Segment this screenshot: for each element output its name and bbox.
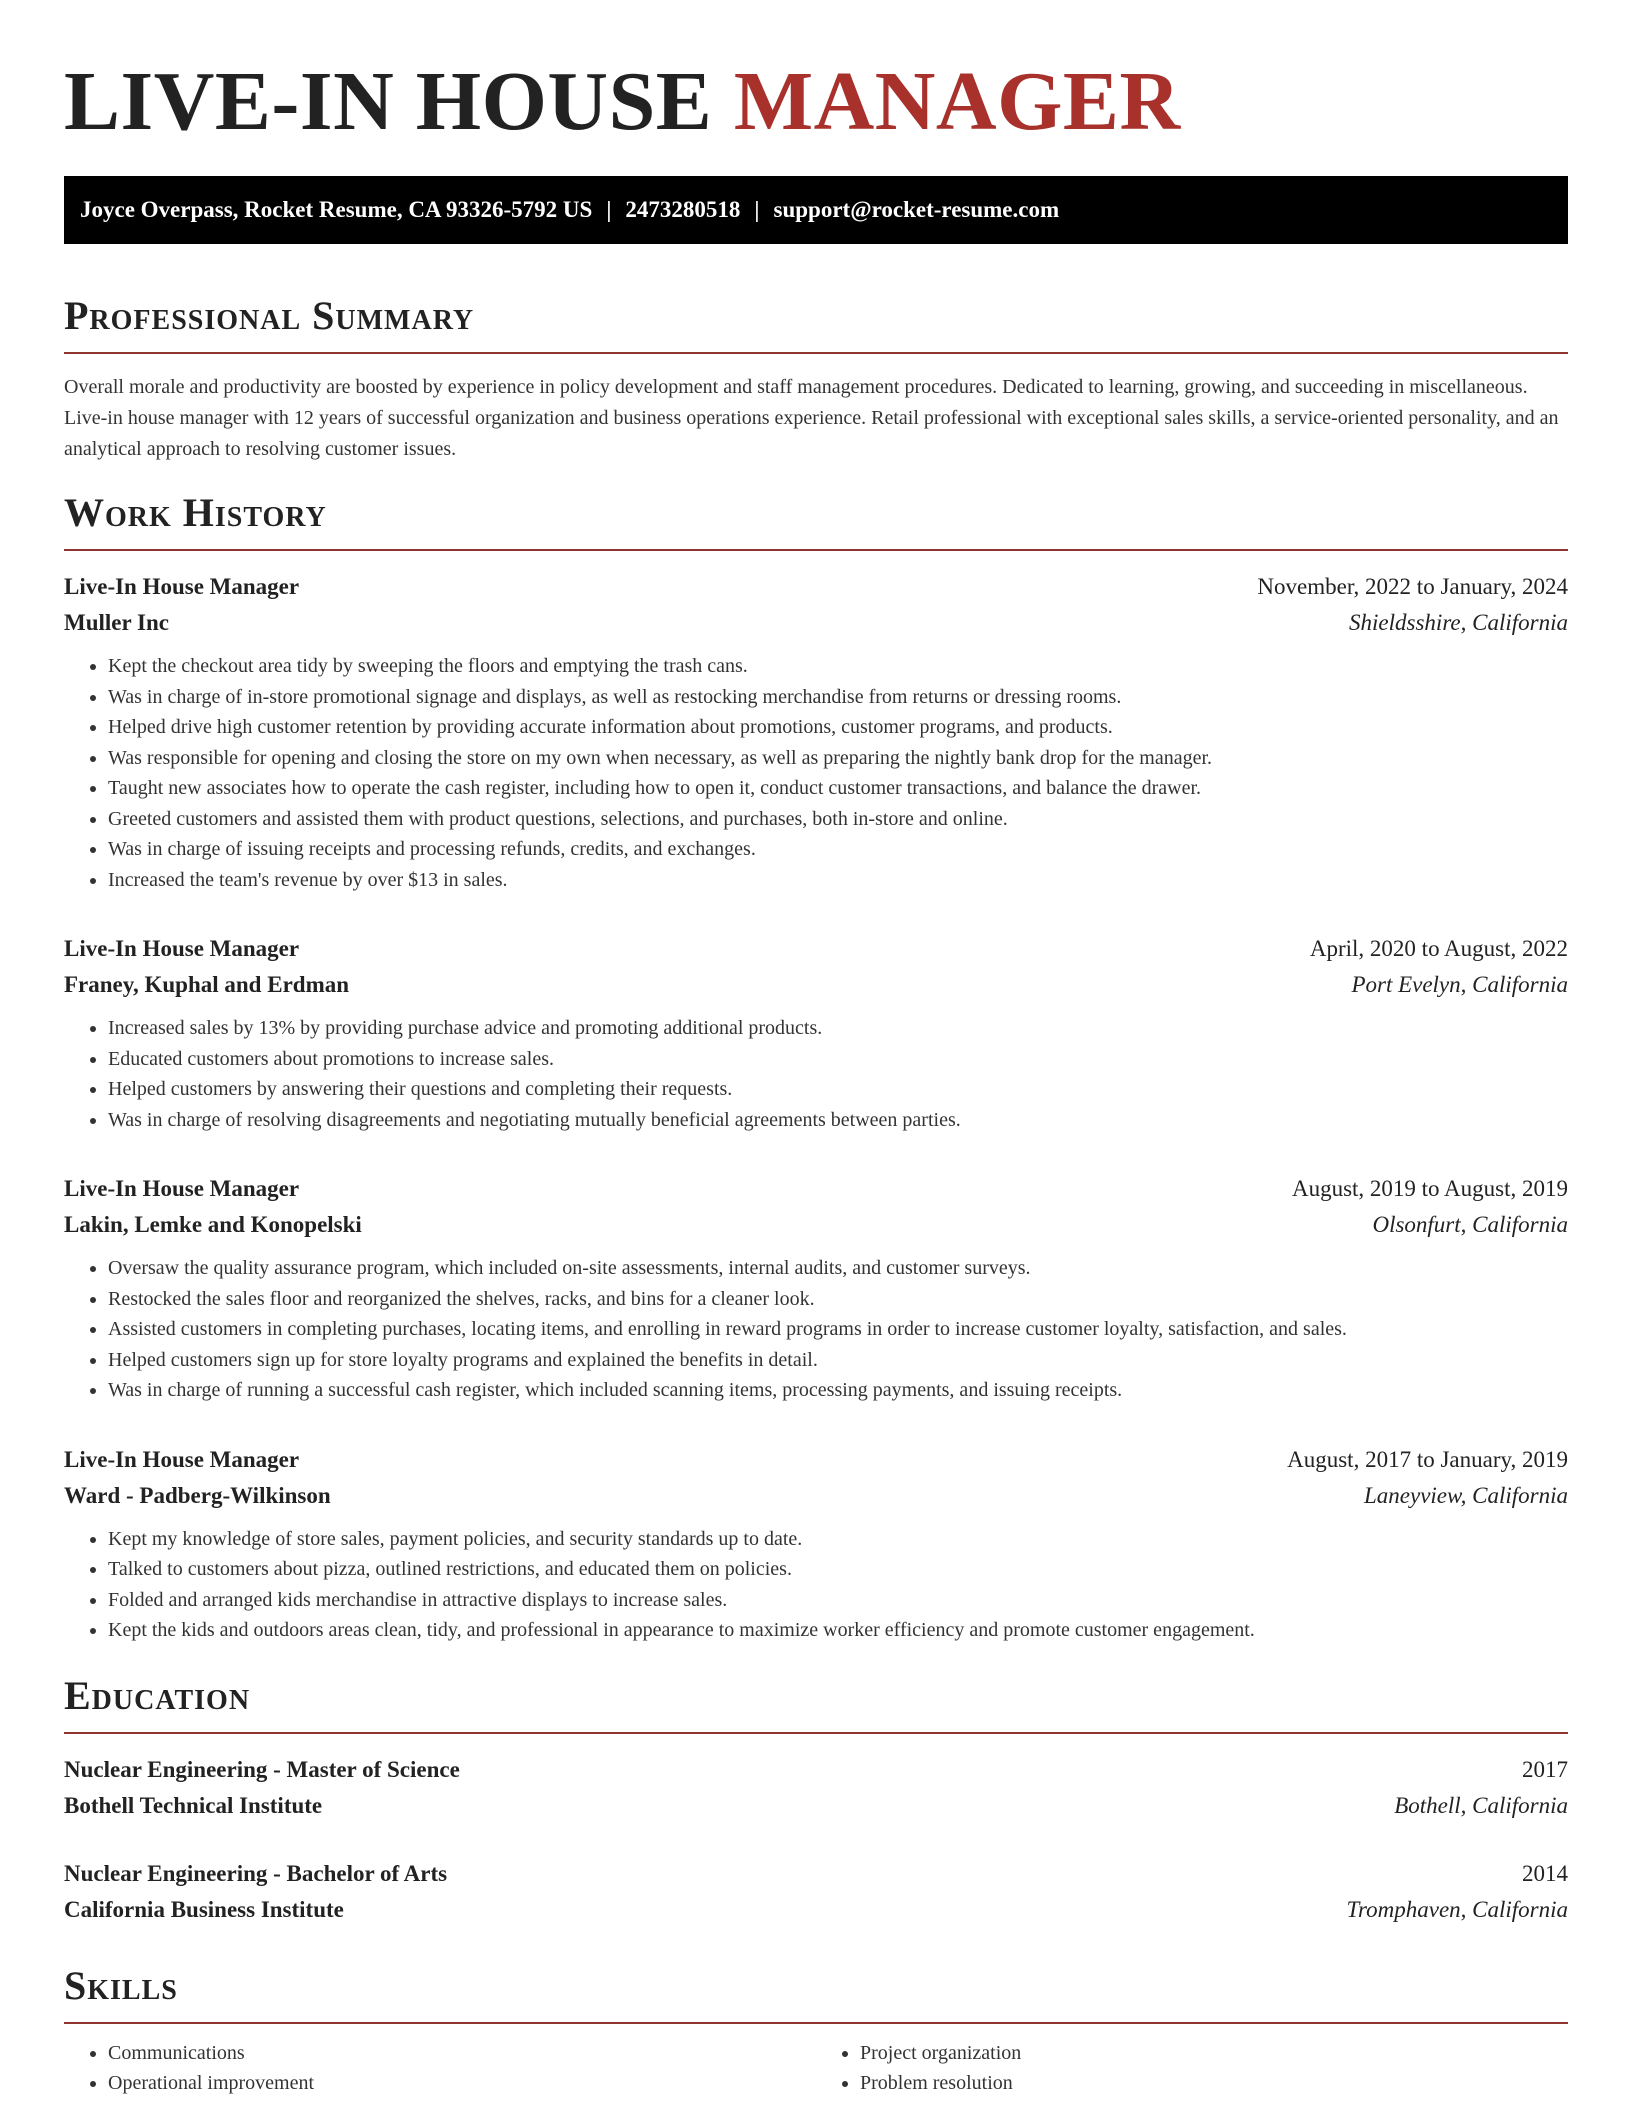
job-company-row	[64, 605, 1568, 641]
list-item: • Kept my knowledge of store sales, payment policies, and security standards up to date.	[108, 1524, 1568, 1555]
job-company: Franey, Kuphal and Erdman	[64, 972, 350, 997]
job-location: Shieldsshire, California	[1349, 610, 1568, 635]
education-entry	[64, 1856, 1568, 1928]
list-item: • Was responsible for opening and closing the store on my own when necessary, as well as preparing the nightly bank drop for the manager.	[108, 743, 1568, 774]
job-header-row	[64, 569, 1568, 605]
education-location: Tromphaven, California	[1346, 1896, 1568, 1922]
contact-email[interactable]: support@rocket-resume.com	[773, 197, 1060, 222]
list-item: • Kept the checkout area tidy by sweeping the floors and emptying the trash cans.	[108, 651, 1568, 682]
job-entry	[64, 569, 1568, 895]
contact-separator: |	[606, 197, 612, 222]
job-header-row	[64, 931, 1568, 967]
section-divider	[64, 549, 1568, 551]
summary-section	[64, 290, 1568, 465]
list-item: • Taught new associates how to operate the cash register, including how to open it, conduct customer transactions, and balance the drawer.	[108, 773, 1568, 804]
list-item: • Increased sales by 13% by providing purchase advice and promoting additional products.	[108, 1013, 1568, 1044]
job-bullets	[64, 1524, 1568, 1646]
list-item: • Oversaw the quality assurance program, which included on-site assessments, internal audits, and customer surveys.	[108, 1253, 1568, 1284]
job-dates: August, 2017 to January, 2019	[1287, 1446, 1568, 1472]
education-degree: Nuclear Engineering - Master of Science	[64, 1756, 460, 1782]
section-heading-education: Education	[64, 1672, 251, 1718]
section-heading-skills: Skills	[64, 1962, 178, 2008]
list-item: • Folded and arranged kids merchandise in attractive displays to increase sales.	[108, 1585, 1568, 1616]
contact-address: Joyce Overpass, Rocket Resume, CA 93326-5792 US	[80, 197, 593, 222]
job-entry	[64, 931, 1568, 1135]
job-company: Muller Inc	[64, 610, 169, 635]
job-location: Olsonfurt, California	[1372, 1212, 1568, 1237]
education-location: Bothell, California	[1394, 1792, 1568, 1818]
work-history-section	[64, 487, 1568, 1646]
resume-page	[64, 0, 1568, 2099]
list-item: • Helped drive high customer retention by providing accurate information about promotions, customer programs, and products.	[108, 712, 1568, 743]
resume-title	[64, 0, 1568, 148]
job-dates: August, 2019 to August, 2019	[1291, 1176, 1568, 1201]
education-school: California Business Institute	[64, 1896, 344, 1922]
section-divider	[64, 1732, 1568, 1734]
education-school-row	[64, 1788, 1568, 1824]
section-divider	[64, 352, 1568, 354]
list-item: • Helped customers sign up for store loyalty programs and explained the benefits in detail.	[108, 1345, 1568, 1376]
job-company: Lakin, Lemke and Konopelski	[64, 1212, 362, 1237]
list-item: • Operational improvement	[108, 2068, 816, 2099]
list-item: • Was in charge of running a successful cash register, which included scanning items, processing payments, and issuing receipts.	[108, 1375, 1568, 1406]
section-heading-work-history: Work History	[64, 490, 327, 535]
job-title: Live-In House Manager	[64, 936, 300, 961]
job-title: Live-In House Manager	[64, 1446, 300, 1472]
list-item: • Kept the kids and outdoors areas clean, tidy, and professional in appearance to maximize worker efficiency and promote customer engagement.	[108, 1615, 1568, 1646]
list-item: • Project organization	[860, 2038, 1568, 2069]
education-entry	[64, 1752, 1568, 1824]
skills-list-left	[64, 2038, 816, 2099]
education-school: Bothell Technical Institute	[64, 1792, 323, 1818]
list-item: • Assisted customers in completing purchases, locating items, and enrolling in reward programs in order to increase customer loyalty, satisfaction, and sales.	[108, 1314, 1568, 1345]
job-bullets	[64, 1013, 1568, 1135]
job-location: Port Evelyn, California	[1351, 972, 1568, 997]
section-divider	[64, 2022, 1568, 2024]
list-item: • Was in charge of in-store promotional signage and displays, as well as restocking merchandise from returns or dressing rooms.	[108, 682, 1568, 713]
list-item: • Helped customers by answering their questions and completing their requests.	[108, 1074, 1568, 1105]
contact-separator: |	[754, 197, 760, 222]
job-company-row	[64, 967, 1568, 1003]
job-dates: April, 2020 to August, 2022	[1309, 936, 1568, 961]
job-bullets	[64, 1253, 1568, 1406]
summary-text: Overall morale and productivity are boosted by experience in policy development and staff management procedures. Dedicated to learning, growing, and succeeding in miscellaneous. Live-in house manager with 12 years of successful organization and business operations experience. Retail professional with exceptional sales skills, a service-oriented personality, and an analytical approach to resolving customer issues.	[64, 376, 1559, 460]
list-item: • Problem resolution	[860, 2068, 1568, 2099]
title-part-2: MANAGER	[733, 55, 1181, 148]
title-part-1: LIVE-IN HOUSE	[64, 55, 734, 148]
list-item: • Increased the team's revenue by over $13 in sales.	[108, 865, 1568, 896]
job-entry	[64, 1442, 1568, 1646]
contact-phone: 2473280518	[625, 197, 741, 222]
job-dates: November, 2022 to January, 2024	[1257, 574, 1568, 599]
education-year: 2017	[1522, 1756, 1568, 1782]
job-company-row	[64, 1478, 1568, 1514]
education-degree-row	[64, 1752, 1568, 1788]
job-title: Live-In House Manager	[64, 1176, 300, 1201]
education-degree: Nuclear Engineering - Bachelor of Arts	[64, 1860, 448, 1886]
education-degree-row	[64, 1856, 1568, 1892]
job-entry	[64, 1171, 1568, 1406]
job-header-row	[64, 1442, 1568, 1478]
list-item: • Restocked the sales floor and reorganized the shelves, racks, and bins for a cleaner look.	[108, 1284, 1568, 1315]
education-section	[64, 1670, 1568, 1928]
list-item: • Was in charge of issuing receipts and processing refunds, credits, and exchanges.	[108, 834, 1568, 865]
education-school-row	[64, 1892, 1568, 1928]
job-header-row	[64, 1171, 1568, 1207]
skills-columns	[64, 2032, 1568, 2099]
job-company: Ward - Padberg-Wilkinson	[64, 1482, 331, 1508]
list-item: • Communications	[108, 2038, 816, 2069]
job-bullets	[64, 651, 1568, 895]
job-location: Laneyview, California	[1363, 1482, 1568, 1508]
list-item: • Talked to customers about pizza, outlined restrictions, and educated them on policies.	[108, 1554, 1568, 1585]
list-item: • Educated customers about promotions to increase sales.	[108, 1044, 1568, 1075]
skills-list-right	[816, 2038, 1568, 2099]
job-title: Live-In House Manager	[64, 574, 300, 599]
list-item: • Was in charge of resolving disagreements and negotiating mutually beneficial agreements between parties.	[108, 1105, 1568, 1136]
list-item: • Greeted customers and assisted them with product questions, selections, and purchases, both in-store and online.	[108, 804, 1568, 835]
section-heading-summary: Professional Summary	[64, 293, 475, 338]
education-year: 2014	[1522, 1860, 1568, 1886]
contact-bar	[64, 176, 1568, 244]
skills-section	[64, 1960, 1568, 2099]
job-company-row	[64, 1207, 1568, 1243]
